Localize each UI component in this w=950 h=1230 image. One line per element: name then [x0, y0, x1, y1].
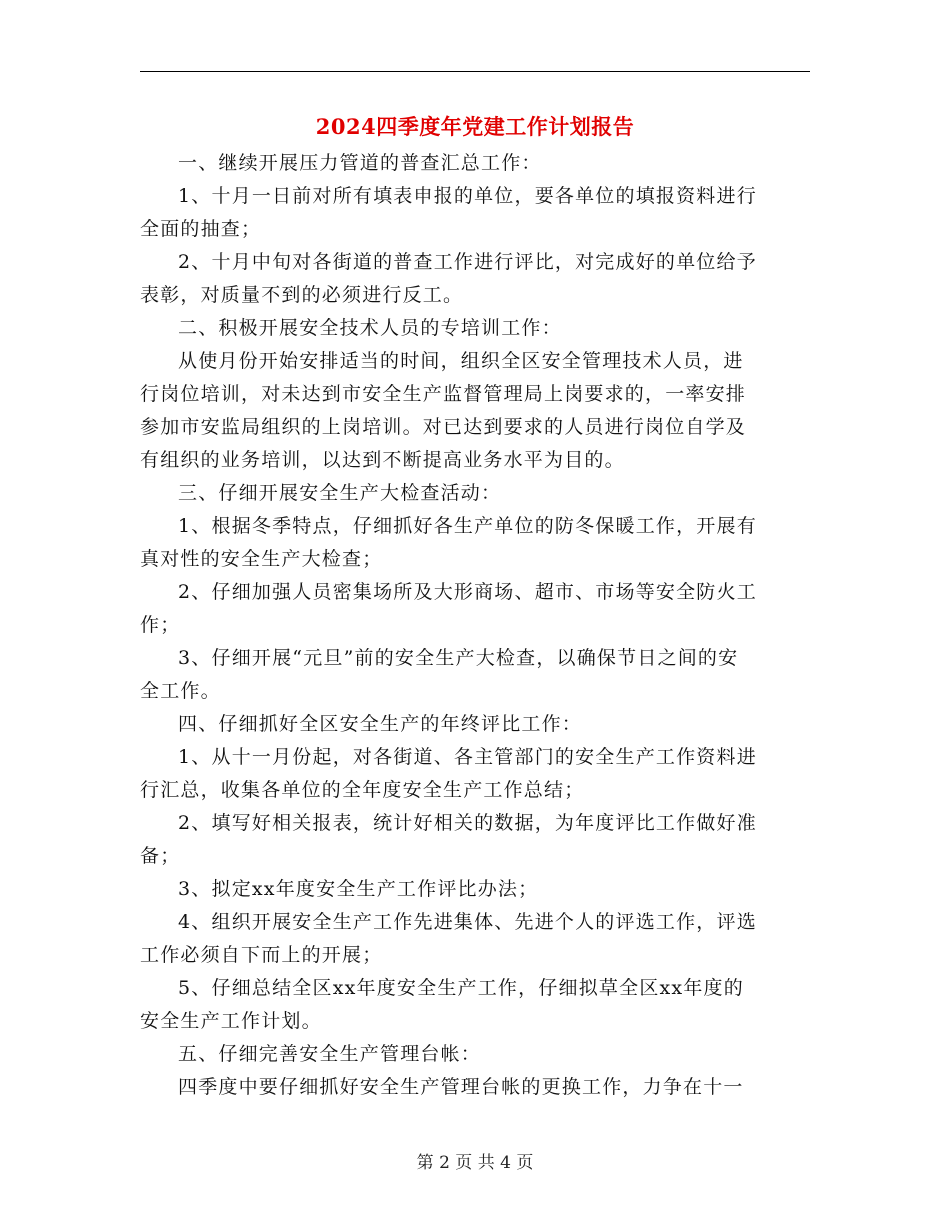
section-heading-3: 三、仔细开展安全生产大检查活动： — [178, 482, 502, 504]
header-rule — [140, 71, 810, 72]
paragraph-4-1: 1、从十一月份起，对各街道、各主管部门的安全生产工作资料进 行汇总，收集各单位的全年度安全生产工作总结； — [140, 746, 757, 801]
paragraph-5-1: 四季度中要仔细抓好安全生产管理台帐的更换工作，力争在十一 — [178, 1076, 744, 1098]
paragraph-1-1: 1、十月一日前对所有填表申报的单位，要各单位的填报资料进行 全面的抽查； — [140, 185, 757, 240]
section-heading-5: 五、仔细完善安全生产管理台帐： — [178, 1043, 482, 1065]
section-heading-4: 四、仔细抓好全区安全生产的年终评比工作： — [178, 713, 583, 735]
paragraph-1-2: 2、十月中旬对各街道的普查工作进行评比，对完成好的单位给予 表彰，对质量不到的必须进行反工。 — [140, 251, 757, 306]
section-heading-2: 二、积极开展安全技术人员的专培训工作： — [178, 317, 562, 339]
section-heading-1: 一、继续开展压力管道的普查汇总工作： — [178, 152, 542, 174]
paragraph-2-1: 从使月份开始安排适当的时间，组织全区安全管理技术人员，进 行岗位培训，对未达到市安全生产监督管理局上岗要求的，一率安排 参加市安监局组织的上岗培训。对已达到要求的人员进行岗位自学及 有组织的业务培训，以达到不断提高业务水平为目的。 — [140, 350, 747, 471]
paragraph-4-4: 4、组织开展安全生产工作先进集体、先进个人的评选工作，评选 工作必须自下而上的开展； — [140, 911, 757, 966]
paragraph-3-2: 2、仔细加强人员密集场所及大形商场、超市、市场等安全防火工 作； — [140, 581, 757, 636]
paragraph-3-1: 1、根据冬季特点，仔细抓好各生产单位的防冬保暖工作，开展有 真对性的安全生产大检查； — [140, 515, 757, 570]
paragraph-4-3: 3、拟定xx年度安全生产工作评比办法； — [178, 878, 539, 900]
paragraph-3-3: 3、仔细开展“元旦”前的安全生产大检查，以确保节日之间的安 全工作。 — [140, 647, 739, 702]
paragraph-4-2: 2、填写好相关报表，统计好相关的数据，为年度评比工作做好准 备； — [140, 812, 757, 867]
page-footer: 第 2 页 共 4 页 — [416, 1153, 534, 1173]
document-title: 2024四季度年党建工作计划报告 — [315, 114, 635, 139]
document-body — [140, 147, 810, 1104]
paragraph-4-5: 5、仔细总结全区xx年度安全生产工作，仔细拟草全区xx年度的 安全生产工作计划。 — [140, 977, 744, 1032]
